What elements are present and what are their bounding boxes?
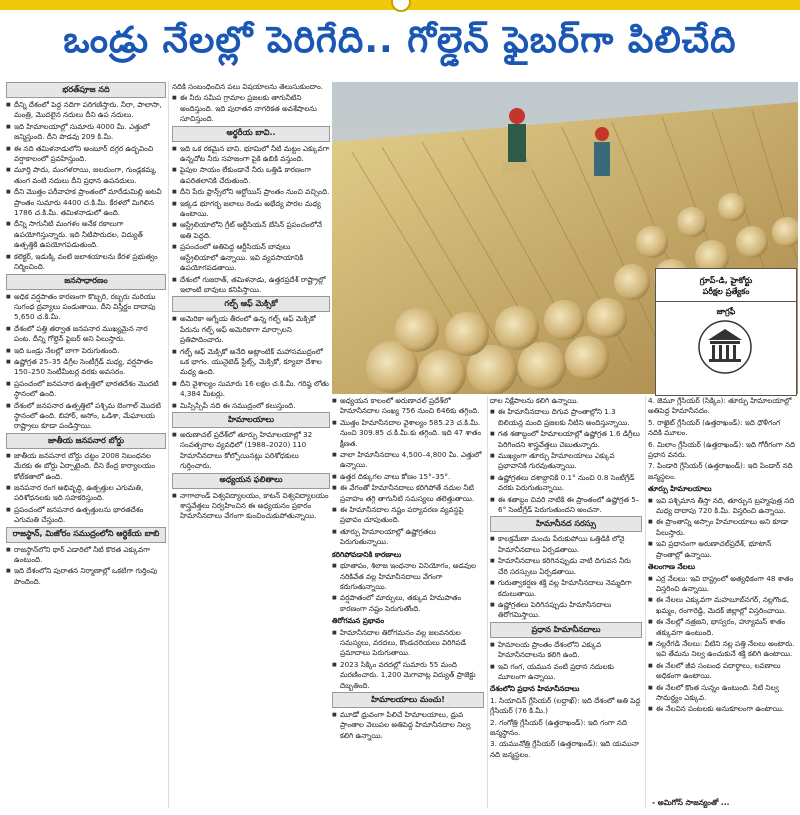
- bullet-item: ■ ఈ నేలల్లో నత్రజని, భాస్వరం, హ్యూమస్ శాతం తక్కువగా ఉంటుంది.: [648, 617, 796, 638]
- paragraph: 5. రాఖైట్ గ్లేసియర్ (ఉత్తరాఖండ్): ఇది ధౌళీగంగ నదికి మూలం.: [648, 417, 781, 438]
- bullet-item: ■ ఇక్కడ భూగర్భ జలాలు రెండు అభేద్య పొరల మధ్య ఉంటాయి.: [172, 199, 330, 220]
- section-heading: అర్థరీయ బావి..: [172, 126, 330, 142]
- bullet-item: ■ ఈ ప్రాంతాన్ని అస్సాం హిమాలయాలు అని కూడా పిలుస్తారు.: [648, 517, 796, 538]
- page-marker-icon: [391, 0, 411, 12]
- bullet-item: ■ అధ్యయన కాలంలో అరుణాచల్ ప్రదేశ్‌లో హిమానీనదాల సంఖ్య 756 నుంచి 646కు తగ్గింది.: [332, 396, 484, 417]
- section-heading: హిమాలయాలు: [172, 412, 330, 428]
- bullet-item: ■ ఉష్ణోగ్రతలు దశాబ్దానికి 0.1° నుంచి 0.8 సెంటీగ్రేడ్ వరకు పెరుగుతున్నాయి.: [490, 473, 642, 494]
- top-color-bar: [0, 0, 800, 10]
- bullet-item: ■ ఇది ఒక రకమైన బావి. భూమిలో నీటి మట్టం ఎక్కువగా ఉన్నచోట నీరు సహజంగా పైకి ఉబికి వస్తుంది.: [172, 144, 330, 165]
- bullet-item: ■ దీన్ని సాగునీటి మంగళం అనేక రకాలుగా ఉపయోగిస్తున్నారు. ఇది నీటిపారుదల, విద్యుత్ ఉత్పత్తికి ఉపయోగపడుతుంది.: [6, 219, 166, 250]
- column-divider: [487, 396, 488, 808]
- bullet-item: ■ హిమానీనదాలు కరిగినప్పుడు వాటి దిగువన నీరు చేరి సరస్సులు ఏర్పడతాయి.: [490, 556, 642, 577]
- bullet-item: ■ దేశంలో పత్తి తర్వాత జనపనార ముఖ్యమైన నార పంట. దీన్ని గోల్డెన్ ఫైబర్ అని పిలుస్తారు.: [6, 324, 166, 345]
- bullet-item: ■ ఈ నేలలో కొంత సున్నం ఉంటుంది. నీటి నిల్వ సామర్థ్యం ఎక్కువ.: [648, 683, 796, 704]
- paragraph: దాల నిక్షేపాలను కలిగి ఉన్నాయి.: [490, 396, 579, 405]
- bullet-item: ■ తూర్పు హిమాలయాల్లో ఉష్ణోగ్రతలు పెరుగుతున్నాయి.: [332, 527, 484, 548]
- paragraph: 4. జెమూ గ్లేసియర్ (సిక్కిం): తూర్పు హిమాలయాల్లో అతిపెద్ద హిమానీనదం.: [648, 396, 792, 416]
- bullet-item: ■ పైపుల సాయం లేకుండానే నీరు ఒత్తిడి కారణంగా ఉపరితలానికి చేరుతుంది.: [172, 165, 330, 186]
- bullet-item: ■ ఇవి గంగ, యమున వంటి ప్రధాన నదులకు మూలంగా ఉన్నాయి.: [490, 662, 642, 683]
- bullet-item: ■ మూర్తి పాదు, మంగళరాయి, జలదుంగా, గుండ్లకమ్మ, తుంగ వంటి నదులు దీని ప్రధాన ఉపనదులు.: [6, 165, 166, 186]
- section-heading: ప్రధాన హిమానీనదాలు: [490, 622, 642, 638]
- bullet-item: ■ గల్ఫ్ ఆఫ్ మెక్సికో అనేది అట్లాంటిక్ మహాసముద్రంలో ఒక భాగం. యునైటెడ్ స్టేట్స్, మెక్సికో, క్యూబా దేశాల మధ్య ఉంది.: [172, 347, 330, 378]
- sub-heading: కరిగిపోవడానికి కారణాలు: [332, 549, 402, 559]
- bullet-item: ■ దీని పేరు ఫ్రాన్స్‌లోని ఆర్టోయిస్ ప్రాంతం నుంచి వచ్చింది.: [172, 187, 330, 197]
- column-3: [332, 396, 484, 808]
- section-heading: హిమానీనద సరస్సు: [490, 516, 642, 532]
- bullet-item: ■ గత శతాబ్దంలో హిమాలయాల్లో ఉష్ణోగ్రత 1.6 డిగ్రీలు పెరిగిందని శాస్త్రవేత్తలు చెబుతున్నారు.: [490, 429, 642, 450]
- paragraph: 1. సియాచిన్ గ్లేసియర్ (లద్దాఖ్): ఇది దేశంలో అతి పెద్ద గ్లేసియర్ (76 కి.మీ.): [490, 695, 641, 716]
- bullet-item: ■ ఉష్ణోగ్రత 25–35 డిగ్రీల సెంటీగ్రేడ్ మధ్య, వర్షపాతం 150–250 సెంటీమీటర్ల వరకు అవసరం.: [6, 357, 166, 378]
- badge-line-3: జాగ్రఫీ: [716, 307, 736, 316]
- sub-heading: తూర్పు హిమాలయాలు: [648, 484, 712, 494]
- bullet-item: ■ ఉష్ణోగ్రతలు పెరిగినప్పుడు హిమానీనదాలు తిరోగమిస్తాయి.: [490, 600, 642, 621]
- section-heading: భరత్‌పూజ నది: [6, 82, 166, 98]
- bullet-item: ■ ఈ హిమానీనదాలు దిగువ ప్రాంతాల్లోని 1.3 బిలియన్ల మంది ప్రజలకు నీటిని అందిస్తున్నాయి.: [490, 407, 642, 428]
- bullet-item: ■ దీన్ని దేశంలో పెద్ద నదిగా పరిగణిస్తారు. నీరా, పాలాసా, మంత్రి, మొదలైన నదులు దీని ఉప నదులు.: [6, 100, 166, 121]
- bullet-item: ■ ఇది హిమాలయాల్లో సుమారు 4000 మీ. ఎత్తులో జన్మిస్తుంది. దీని పొడవు 209 కి.మీ.: [6, 122, 166, 143]
- exam-special-badge: [655, 268, 797, 396]
- sub-heading: దేశంలోని ప్రధాన హిమానీనదాలు: [490, 684, 580, 694]
- bullet-item: ■ మిస్సిస్సిపీ నది ఈ సముద్రంలో కలుస్తుంది.: [172, 401, 330, 411]
- section-heading: రాజస్థాన్, మిజోరం సముద్రంలోని ఆర్థికేయ బాబి: [6, 527, 166, 543]
- bullet-item: ■ అధిక వర్షపాతం కారణంగా కొబ్బరి, రబ్బరు మరియు సుగంధ ద్రవ్యాలు పండుతాయి. దీని విస్తీర్ణం దాదాపు 5,650 చ.కి.మీ.: [6, 292, 166, 323]
- bullet-item: ■ ఆస్ట్రేలియాలోని గ్రేట్ ఆర్టీసియన్ బేసిన్ ప్రపంచంలోనే అతి పెద్దది.: [172, 220, 330, 241]
- credit-line: - అమిగోస్ సాజన్యంతో ...: [652, 798, 730, 807]
- paragraph: 3. యమునోత్రి గ్లేసియర్ (ఉత్తరాఖండ్): ఇది యమునా నది జన్మస్థలం.: [490, 739, 640, 759]
- bullet-item: ■ అరుణాచల్ ప్రదేశ్‌లో తూర్పు హిమాలయాల్లో 32 సంవత్సరాల వ్యవధిలో (1988–2020) 110 హిమానీనదాలు కోల్పోయినట్లు పరిశోధకులు గుర్తించారు.: [172, 430, 330, 472]
- bullet-item: ■ ప్రపంచంలో జనపనార ఉత్పత్తిలో భారతదేశం మొదటి స్థానంలో ఉంది.: [6, 379, 166, 400]
- section-heading: జనసాధారణం: [6, 274, 166, 290]
- paragraph: 6. మిలాం గ్లేసియర్ (ఉత్తరాఖండ్): ఇది గోరీగంగా నది ప్రధాన వనరు.: [648, 439, 796, 460]
- bullet-item: ■ ఉత్తర దిక్కుగల వాలు కోణం 15°–35°.: [332, 472, 484, 482]
- bullet-item: ■ ముఖ్యంగా తూర్పు హిమాలయాలు ఎక్కువ ప్రభావానికి గురవుతున్నాయి.: [490, 451, 642, 472]
- bullet-item: ■ ఈ హిమానీనదాల నష్టం పర్యావరణ వ్యవస్థపై ప్రభావం చూపుతుంది.: [332, 505, 484, 526]
- section-heading: గల్ఫ్ ఆఫ్ మెక్సికో: [172, 296, 330, 312]
- bullet-item: ■ హిమానీనదాల తిరోగమనం వల్ల జలవనరుల సమస్యలు, వరదలు, కొండచరియలు విరిగిపడే ప్రమాదాలు పెరుగుతాయి.: [332, 628, 484, 659]
- bullet-item: ■ ఈ నది తమిళనాడులోని అంబూర్ దగ్గర ఉద్భవించి వర్షాకాలంలో ప్రవహిస్తుంది.: [6, 144, 166, 165]
- paragraph: నదికి సంబంధించిన పలు విషయాలను తెలుసుకుందాం.: [172, 82, 324, 91]
- column-4: [490, 396, 642, 808]
- bullet-item: ■ కలెక్టర్, ఇడుక్కి వంటి జలాశయాలను కేరళ ప్రభుత్వం నిర్మించింది.: [6, 252, 166, 273]
- bullet-item: ■ రాజస్థాన్‌లోని థార్ ఎడారిలో నీటి కొరత ఎక్కువగా ఉంటుంది.: [6, 545, 166, 566]
- bullet-item: ■ మొత్తం హిమానీనదాల వైశాల్యం 585.23 చ.కి.మీ. నుంచి 309.85 చ.కి.మీ.కు తగ్గింది. ఇది 47 శాతం క్షీణత.: [332, 418, 484, 449]
- bullet-item: ■ కాలక్రమేణా మంచు పేరుకుపోయి ఒత్తిడికి లోనై హిమానీనదాలు ఏర్పడతాయి.: [490, 534, 642, 555]
- bullet-item: ■ దేశంలో గుజరాత్, తమిళనాడు, ఉత్తరప్రదేశ్ రాష్ట్రాల్లో ఇలాంటి బావులు కనిపిస్తాయి.: [172, 275, 330, 296]
- headline: [0, 14, 800, 76]
- bullet-item: ■ ఈ నేలవిన పంటలకు అనుకూలంగా ఉంటాయి.: [648, 704, 796, 714]
- section-heading: జాతీయ జనపనార బోర్డు: [6, 433, 166, 449]
- bullet-item: ■ ఇది ఒండ్రు నేలల్లో బాగా పెరుగుతుంది.: [6, 346, 166, 356]
- bullet-item: ■ ఈ శతాబ్దం చివరి నాటికి ఈ ప్రాంతంలో ఉష్ణోగ్రత 5–6° సెంటీగ్రేడ్ పెరుగుతుందని అంచనా.: [490, 495, 642, 516]
- bullet-item: ■ మూడో ధ్రువంగా పిలిచే హిమాలయాలు, ధ్రువ ప్రాంతాల వెలుపల అతిపెద్ద హిమానీనదాల నిల్వ కలిగి ఉన్నాయి.: [332, 710, 484, 741]
- badge-line-2: పరీక్షల ప్రత్యేకం: [702, 287, 750, 296]
- building-icon: [656, 317, 794, 375]
- bullet-item: ■ ప్రపంచంలో జనపనార ఉత్పత్తులను భారతదేశం ఎగుమతి చేస్తుంది.: [6, 505, 166, 526]
- bullet-item: ■ వాలా హిమానీనదాలు 4,500–4,800 మీ. ఎత్తులో ఉన్నాయి.: [332, 450, 484, 471]
- bullet-item: ■ హిమాలయ ప్రాంతం దేశంలోని ఎక్కువ హిమానీనదాలను కలిగి ఉంది.: [490, 640, 642, 661]
- column-2: [172, 82, 330, 808]
- bullet-item: ■ ఇవి పశ్చిమాన తీస్తా నది, తూర్పున బ్రహ్మపుత్ర నది మధ్య దాదాపు 720 కి.మీ. విస్తరించి ఉన్నాయి.: [648, 496, 796, 517]
- badge-line-1: గ్రూప్‌-డి, హైకోర్టు: [699, 276, 753, 285]
- column-divider: [168, 82, 169, 808]
- sub-heading: తిరోగమన ప్రభావం: [332, 616, 385, 626]
- bullet-item: ■ ఈ నేలలు ఎక్కువగా మహబూబ్‌నగర్, నల్లగొండ, ఖమ్మం, రంగారెడ్డి, మెదక్ జిల్లాల్లో విస్తరించాయి.: [648, 595, 796, 616]
- bullet-item: ■ దీని వైశాల్యం సుమారు 16 లక్షల చ.కి.మీ. గరిష్ఠ లోతు 4,384 మీటర్లు.: [172, 379, 330, 400]
- headline-text: ఒండ్రు నేలల్లో పెరిగేది.. గోల్డెన్ ఫైబర్‌గా పిలిచేది: [63, 20, 737, 61]
- bullet-item: ■ ఇవి ప్రధానంగా అరుణాచల్‌ప్రదేశ్, భూటాన్ ప్రాంతాల్లో ఉన్నాయి.: [648, 539, 796, 560]
- bullet-item: ■ ఎర్ర నేలలు: ఇవి రాష్ట్రంలో అత్యధికంగా 48 శాతం విస్తరించి ఉన్నాయి.: [648, 574, 796, 595]
- bullet-item: ■ ఈ నేలలో జీవ సంబంధ పదార్థాలు, లవణాలు అధికంగా ఉంటాయి.: [648, 661, 796, 682]
- bullet-item: ■ నాగాలాండ్ విశ్వవిద్యాలయం, కాటన్ విశ్వవిద్యాలయం శాస్త్రవేత్తలు నిర్వహించిన ఈ అధ్యయనం ప్రకారం హిమానీనదాలు వేగంగా కుంచించుకుపోతున్నాయి.: [172, 491, 330, 522]
- bullet-item: ■ ఈ వేగంతో హిమానీనదాలు కరిగిపోతే నదుల నీటి ప్రవాహం తగ్గి తాగునీటి సమస్యలు తలెత్తుతాయి.: [332, 483, 484, 504]
- bullet-item: ■ ఇది దేశంలోని పురాతన నిర్మాణాల్లో ఒకటిగా గుర్తింపు పొందింది.: [6, 566, 166, 587]
- bullet-item: ■ ప్రపంచంలో అతిపెద్ద ఆర్టీసియన్ బావులు ఆస్ట్రేలియాలో ఉన్నాయి. ఇవి వ్యవసాయానికి ఉపయోగపడతాయి.: [172, 242, 330, 273]
- worker-figure-right: [594, 127, 610, 176]
- bullet-item: ■ వర్షపాతంలో మార్పులు, తక్కువ హిమపాతం కారణంగా నష్టం పెరుగుతోంది.: [332, 593, 484, 614]
- column-divider: [645, 396, 646, 808]
- column-1: [6, 82, 166, 808]
- bullet-item: ■ దీని మొత్తం పరీవాహక ప్రాంతంలో మారేడుమిల్లి అటవీ ప్రాంతం సుమారు 4400 చ.కి.మీ. కేరళలో మిగిలిన 1786 చ.కి.మీ. తమిళనాడులో ఉంది.: [6, 187, 166, 218]
- bullet-item: ■ అమెరికా ఆగ్నేయ తీరంలో ఉన్న గల్ఫ్ ఆఫ్ మెక్సికో పేరును గల్ఫ్ ఆఫ్ అమెరికాగా మార్చాలని ప్రతిపాదించారు.: [172, 314, 330, 345]
- bullet-item: ■ గురుత్వాకర్షణ శక్తి వల్ల హిమానీనదాలు నెమ్మదిగా కదులుతాయి.: [490, 578, 642, 599]
- bullet-item: ■ ఈ నీరు సమీప గ్రామాల ప్రజలకు తాగునీటిని అందిస్తుంది. ఇది పురాతన నాగరికత అవశేషాలను సూచిస్తుంది.: [172, 93, 330, 124]
- bullet-item: ■ జనపనార రంగ అభివృద్ధి, ఉత్పత్తుల ఎగుమతి, పరిశోధనలకు ఇది సహకరిస్తుంది.: [6, 483, 166, 504]
- section-heading: అధ్యయన ఫలితాలు: [172, 473, 330, 489]
- column-5: [648, 396, 796, 808]
- section-heading: హిమాలయాలు మంచు!: [332, 692, 484, 708]
- bullet-item: ■ దేశంలో జనపనార ఉత్పత్తిలో పశ్చిమ బెంగాల్ మొదటి స్థానంలో ఉంది. బిహార్, అసోం, ఒడిశా, మేఘాలయ రాష్ట్రాలు కూడా పండిస్తాయి.: [6, 401, 166, 432]
- bullet-item: ■ నల్లరేగడి నేలలు: వీటిని నల్ల పత్తి నేలలు అంటారు. ఇవి తేమను నిల్వ ఉంచుకునే శక్తి కలిగి ఉంటాయి.: [648, 639, 796, 660]
- sub-heading: తెలంగాణ నేలలు: [648, 562, 696, 572]
- paragraph: 2. గంగోత్రి గ్లేసియర్ (ఉత్తరాఖండ్): ఇది గంగా నది జన్మస్థానం.: [490, 717, 628, 737]
- bullet-item: ■ జాతీయ జనపనార బోర్డు చట్టం 2008 నిబంధనల మేరకు ఈ బోర్డు ఏర్పాటైంది. దీని కేంద్ర కార్యాలయం కోల్‌కతాలో ఉంది.: [6, 451, 166, 482]
- bullet-item: ■ 2023 సిక్కిం వరదల్లో సుమారు 55 మంది మరణించారు. 1,200 మెగావాట్ల విద్యుత్ ప్రాజెక్టు దెబ్బతింది.: [332, 660, 484, 691]
- paragraph: 7. పిండారి గ్లేసియర్ (ఉత్తరాఖండ్): ఇది పిండార్ నది జన్మస్థలం.: [648, 461, 793, 481]
- bullet-item: ■ భూతాపం, శిలాజ ఇంధనాల వినియోగం, అడవుల నరికివేత వల్ల హిమానీనదాలు వేగంగా కరుగుతున్నాయి.: [332, 561, 484, 592]
